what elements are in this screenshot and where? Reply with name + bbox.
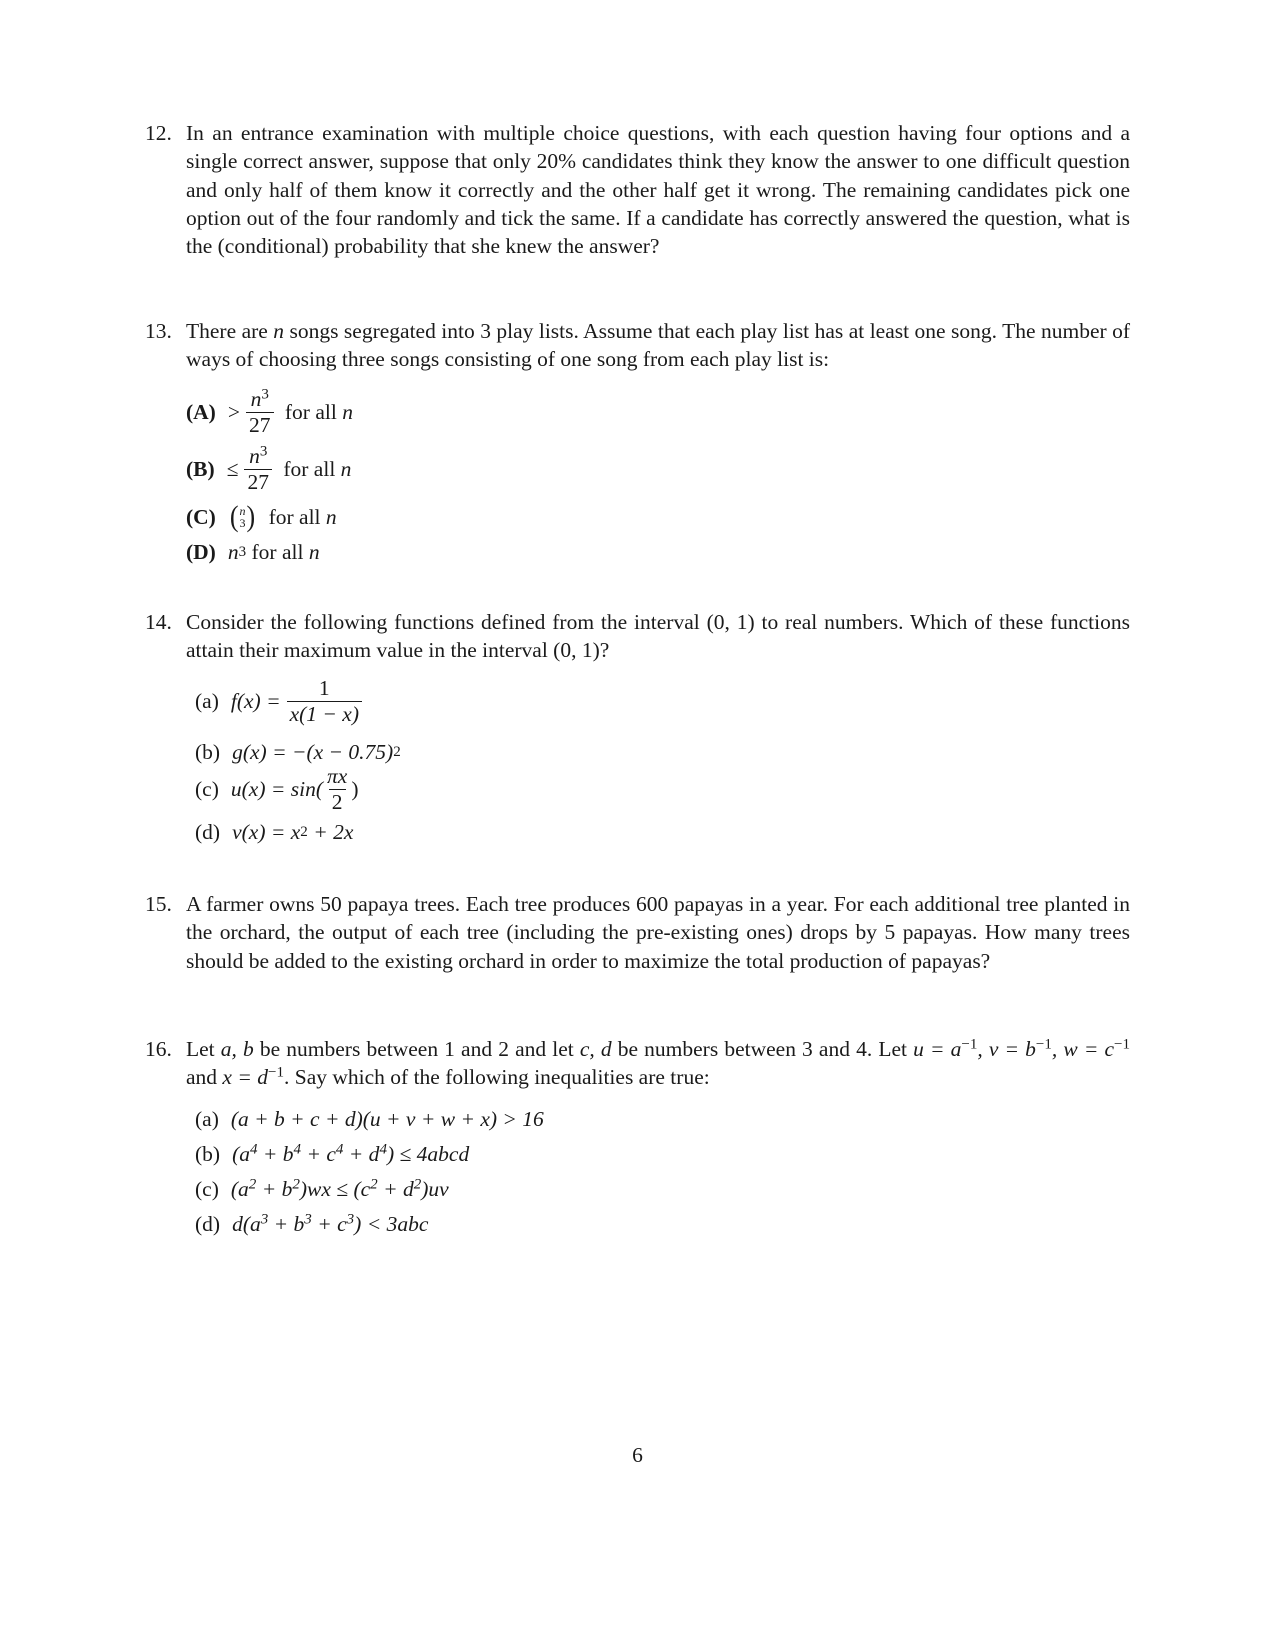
math-expr: u(x) = sin( <box>230 777 323 802</box>
math-var: n <box>227 540 239 564</box>
fraction <box>246 387 274 437</box>
option-d: (d) v(x) = x 2 + 2x <box>195 818 353 846</box>
option-label: (c) <box>195 1177 219 1201</box>
expr-part: ) < 3abc <box>354 1212 429 1236</box>
option-text: for all <box>246 540 309 564</box>
math-var: n <box>249 444 260 468</box>
relation: ≤ <box>226 457 239 482</box>
numerator <box>248 387 272 412</box>
math-expr: g(x) = −(x − 0.75) <box>232 740 394 764</box>
exponent: −1 <box>1114 1036 1131 1053</box>
question-number: 14. <box>145 610 172 634</box>
binom-bottom: 3 <box>239 516 246 531</box>
exponent: 4 <box>335 1141 344 1158</box>
binomial: ( n 3 ) <box>229 499 256 534</box>
exponent: 3 <box>304 1211 312 1228</box>
exponent: 4 <box>379 1141 387 1158</box>
expr-part: d(a <box>232 1212 261 1236</box>
math-expr: (a + b + c + d)(u + v + w + x) > 16 <box>230 1107 544 1131</box>
exponent: 4 <box>293 1141 302 1158</box>
math-var: n <box>250 387 262 411</box>
question-number: 12. <box>145 121 172 145</box>
exponent: 2 <box>370 1176 378 1193</box>
expr-part: (a <box>232 1142 250 1166</box>
question-text: Consider the following functions defined from the interval (0, 1) to real numbers. Which of these functions attain their maximum value in the interval (0, 1)? <box>186 610 1130 663</box>
math-var: n <box>325 505 337 529</box>
option-text: for all <box>279 400 343 425</box>
question-text <box>186 1035 1130 1092</box>
option-c <box>186 499 337 534</box>
question-number: 13. <box>145 319 172 343</box>
option-a <box>195 676 368 726</box>
expr-part: + b <box>268 1212 305 1236</box>
math-var: a, b <box>220 1037 254 1061</box>
option-label: (a) <box>195 689 219 714</box>
text-part: . Say which of the following inequalities are true: <box>284 1065 710 1090</box>
binom-top: n <box>239 504 246 519</box>
option-label: (b) <box>195 740 221 764</box>
math-expr <box>232 1140 469 1168</box>
option-label: (b) <box>195 1142 221 1166</box>
expr-part: + d <box>343 1142 380 1166</box>
denominator: 2 <box>329 789 346 815</box>
math-var: n <box>342 400 353 425</box>
question-number: 15. <box>145 892 172 916</box>
option-b <box>195 1140 469 1168</box>
math-expr: + 2x <box>307 820 354 844</box>
fraction <box>287 676 362 726</box>
exponent: 3 <box>261 386 269 403</box>
exponent: 3 <box>259 443 268 460</box>
option-d <box>195 1210 428 1238</box>
text-part: be numbers between 1 and 2 and let <box>253 1037 580 1061</box>
option-b <box>186 444 351 494</box>
question-12 <box>145 119 1130 260</box>
expr-part: ) ≤ 4abcd <box>386 1142 470 1166</box>
math-var: n <box>340 457 352 482</box>
denominator: 27 <box>244 469 272 495</box>
exponent: −1 <box>961 1036 978 1053</box>
option-label: (c) <box>195 777 219 802</box>
relation: > <box>227 400 240 425</box>
question-text <box>186 317 1130 374</box>
exponent: −1 <box>267 1064 284 1081</box>
math-var: n <box>308 540 320 564</box>
option-c <box>195 1175 449 1203</box>
denominator: 27 <box>246 412 274 438</box>
text-part: and <box>186 1065 223 1090</box>
math-expr: ) <box>351 777 359 802</box>
option-d: (D) n 3 for all n <box>186 538 320 566</box>
text-part: There are <box>186 319 274 343</box>
text-part: be numbers between 3 and 4. Let <box>611 1037 914 1061</box>
expr-part: )wx ≤ (c <box>299 1177 371 1201</box>
exponent: 2 <box>413 1176 422 1193</box>
option-c <box>195 764 359 814</box>
option-text: for all <box>277 457 341 482</box>
question-13 <box>145 317 1131 564</box>
page-number: 6 <box>632 1443 643 1467</box>
exponent: 3 <box>346 1211 355 1228</box>
expr-part: )uv <box>421 1177 449 1201</box>
math-expr <box>231 1175 449 1203</box>
option-a <box>195 1105 544 1133</box>
option-label: (d) <box>195 820 221 844</box>
expr-part: (a <box>230 1177 249 1201</box>
option-label: (A) <box>186 400 216 425</box>
text-part: Let <box>186 1037 221 1061</box>
option-label: (d) <box>195 1212 221 1236</box>
math-expr: v(x) = x <box>232 820 301 844</box>
math-var: x = d <box>222 1065 268 1090</box>
math-var: , v = b <box>977 1037 1036 1061</box>
option-label: (a) <box>195 1107 219 1131</box>
expr-part: + c <box>311 1212 347 1236</box>
question-number: 16. <box>145 1037 172 1061</box>
expr-part: + b <box>257 1142 294 1166</box>
fraction <box>244 444 272 494</box>
denominator: x(1 − x) <box>287 701 362 727</box>
option-label: (B) <box>186 457 215 482</box>
exponent: 4 <box>250 1141 258 1158</box>
math-var: c, d <box>579 1037 612 1061</box>
option-text: for all <box>263 505 326 529</box>
exponent: −1 <box>1035 1036 1052 1053</box>
option-label: (C) <box>186 505 216 529</box>
exponent: 3 <box>260 1211 269 1228</box>
option-label: (D) <box>186 540 216 564</box>
option-b: (b) g(x) = −(x − 0.75) 2 <box>195 738 401 766</box>
math-expr: f(x) = <box>230 689 281 714</box>
numerator <box>246 444 270 469</box>
expr-part: + b <box>256 1177 293 1201</box>
math-expr <box>232 1210 428 1238</box>
math-var: , w = c <box>1051 1037 1115 1061</box>
exponent: 2 <box>248 1176 257 1193</box>
option-a <box>186 387 353 437</box>
expr-part: + d <box>377 1177 414 1201</box>
exponent: 2 <box>292 1176 300 1193</box>
expr-part: + c <box>301 1142 336 1166</box>
numerator: πx <box>327 764 348 788</box>
question-15 <box>145 890 1130 975</box>
question-text: A farmer owns 50 papaya trees. Each tree produces 600 papayas in a year. For each additional tree planted in the orchard, the output of each tree (including the pre-existing ones) drops by 5 papayas. How many trees should be added to the existing orchard in order to maximize the total production of papayas? <box>186 892 1130 973</box>
math-var: n <box>273 319 285 343</box>
question-text: In an entrance examination with multiple choice questions, with each question having four options and a single correct answer, suppose that only 20% candidates think they know the answer to one difficult question and only half of them know it correctly and the other half get it wrong. The remaining candidates pick one option out of the four randomly and tick the same. If a candidate has correctly answered the question, what is the (conditional) probability that she knew the answer? <box>186 121 1130 259</box>
fraction <box>324 764 350 814</box>
text-part: songs segregated into 3 play lists. Assume that each play list has at least one song. The number of ways of choosing three songs consisting of one song from each play list is: <box>186 319 1131 372</box>
math-var: u = a <box>913 1037 962 1061</box>
numerator: 1 <box>318 676 330 700</box>
